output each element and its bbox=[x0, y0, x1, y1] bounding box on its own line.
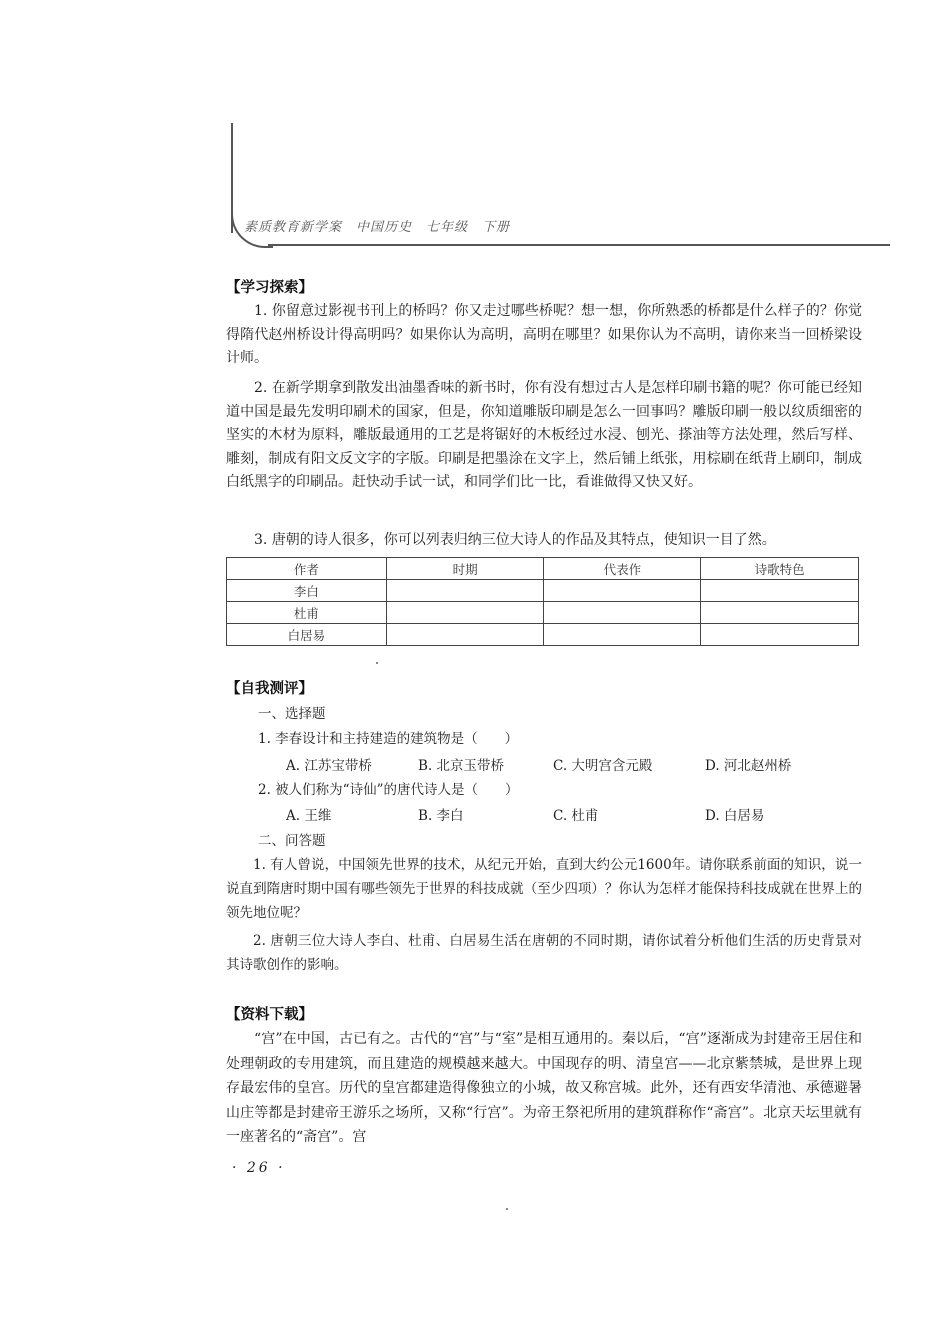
poet-name: 李白 bbox=[227, 580, 387, 602]
q1-option-c[interactable]: C. 大明宫含元殿 bbox=[553, 758, 653, 774]
essay-question-1: 1. 有人曾说，中国领先世界的技术，从纪元开始，直到大约公元1600年。请你联系前面的知识，说一说直到隋唐时期中国有哪些领先于世界的科技成就（至少四项）？你认为怎样才能保持科技成就在世界上的领先地位呢？ bbox=[226, 857, 862, 921]
study-paragraph-1: 1. 你留意过影视书刊上的桥吗？你又走过哪些桥呢？想一想，你所熟悉的桥都是什么样子的？你觉得隋代赵州桥设计得高明吗？如果你认为高明，高明在哪里？如果你认为不高明，请你来当一回桥梁设计师。 bbox=[226, 303, 862, 366]
table-cell[interactable] bbox=[544, 602, 701, 624]
self-test-title: 【自我测评】 bbox=[226, 681, 313, 697]
header-period: 时期 bbox=[386, 558, 544, 580]
q2-option-c[interactable]: C. 杜甫 bbox=[553, 808, 599, 824]
poet-table-header-row bbox=[227, 558, 859, 580]
reading-title: 【资料下载】 bbox=[226, 1007, 313, 1023]
poet-table bbox=[226, 557, 859, 646]
table-row bbox=[227, 580, 859, 602]
scan-speck bbox=[506, 1208, 508, 1210]
study-paragraph-3: 3. 唐朝的诗人很多，你可以列表归纳三位大诗人的作品及其特点，使知识一目了然。 bbox=[254, 532, 776, 548]
table-cell[interactable] bbox=[386, 580, 544, 602]
table-cell[interactable] bbox=[701, 580, 859, 602]
table-cell[interactable] bbox=[544, 624, 701, 646]
scan-speck bbox=[376, 662, 378, 664]
question-2-stem: 2. 被人们称为“诗仙”的唐代诗人是（ ） bbox=[258, 782, 519, 798]
running-title: 素质教育新学案 中国历史 七年级 下册 bbox=[244, 220, 511, 235]
table-row bbox=[227, 602, 859, 624]
poet-name: 白居易 bbox=[227, 624, 387, 646]
q2-option-b[interactable]: B. 李白 bbox=[418, 808, 464, 824]
table-cell[interactable] bbox=[386, 624, 544, 646]
header-border-horizontal bbox=[268, 244, 890, 246]
q2-option-d[interactable]: D. 白居易 bbox=[705, 808, 765, 824]
question-1-stem: 1. 李春设计和主持建造的建筑物是（ ） bbox=[258, 731, 519, 747]
choice-heading: 一、选择题 bbox=[258, 706, 326, 722]
q2-option-a[interactable]: A. 王维 bbox=[286, 808, 332, 824]
page-number: · 26 · bbox=[232, 1160, 286, 1176]
q1-option-d[interactable]: D. 河北赵州桥 bbox=[705, 758, 792, 774]
q1-option-b[interactable]: B. 北京玉带桥 bbox=[418, 758, 505, 774]
study-paragraph-2: 2. 在新学期拿到散发出油墨香味的新书时，你有没有想过古人是怎样印刷书籍的呢？你可能已经知道中国是最先发明印刷术的国家，但是，你知道雕版印刷是怎么一回事吗？雕版印刷一般以纹质细密的坚实的木材为原料，雕版最通用的工艺是将锯好的木板经过水浸、刨光、搽油等方法处理，然后写样、雕刻，制成有阳文反文字的字版。印刷是把墨涂在文字上，然后铺上纸张，用棕刷在纸背上刷印，制成白纸黑字的印刷品。赶快动手试一试，和同学们比一比，看谁做得又快又好。 bbox=[226, 380, 862, 490]
study-section-title: 【学习探索】 bbox=[226, 280, 313, 296]
table-cell[interactable] bbox=[701, 602, 859, 624]
table-cell[interactable] bbox=[701, 624, 859, 646]
header-features: 诗歌特色 bbox=[701, 558, 859, 580]
essay-heading: 二、问答题 bbox=[258, 833, 326, 849]
table-cell[interactable] bbox=[386, 602, 544, 624]
reading-text: “宫”在中国，古已有之。古代的“宫”与“室”是相互通用的。秦以后，“宫”逐渐成为封建帝王居住和处理朝政的专用建筑，而且建造的规模越来越大。中国现存的明、清皇宫——北京紫禁城，是世界上现存最宏伟的皇宫。历代的皇宫都建造得像独立的小城，故又称宫城。此外，还有西安华清池、承德避暑山庄等都是封建帝王游乐之场所，又称“行宫”。为帝王祭祀所用的建筑群称作“斋宫”。北京天坛里就有一座著名的“斋宫”。宫 bbox=[226, 1031, 862, 1145]
poet-name: 杜甫 bbox=[227, 602, 387, 624]
header-works: 代表作 bbox=[544, 558, 701, 580]
table-cell[interactable] bbox=[544, 580, 701, 602]
table-row bbox=[227, 624, 859, 646]
essay-question-2: 2. 唐朝三位大诗人李白、杜甫、白居易生活在唐朝的不同时期，请你试着分析他们生活的历史背景对其诗歌创作的影响。 bbox=[226, 933, 862, 973]
header-author: 作者 bbox=[227, 558, 387, 580]
q1-option-a[interactable]: A. 江苏宝带桥 bbox=[286, 758, 372, 774]
